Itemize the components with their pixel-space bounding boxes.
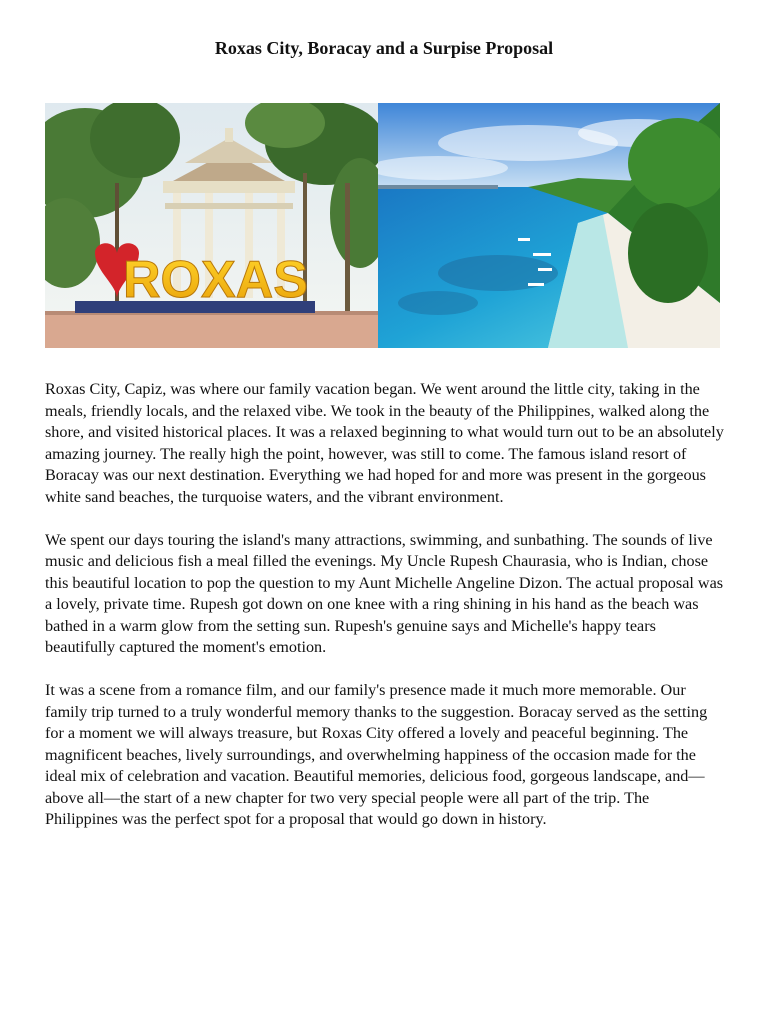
page-title: Roxas City, Boracay and a Surpise Proposal xyxy=(214,38,554,58)
roxas-city-photo xyxy=(45,103,378,348)
boracay-beach-photo xyxy=(378,103,720,348)
article-body xyxy=(45,379,725,852)
paragraph: Roxas City, Capiz, was where our family vacation began. We went around the little city, taking in the meals, friendly locals, and the relaxed vibe. We took in the beauty of the Philippines, walked along the shore, and visited historical places. It was a relaxed beginning to what would turn out to be an absolutely amazing journey. The really high the point, however, was still to come. The famous island resort of Boracay was our next destination. Everything we had hoped for and more was present in the gorgeous white sand beaches, the turquoise waters, and the vibrant environment. xyxy=(45,380,724,506)
paragraph: It was a scene from a romance film, and our family's presence made it much more memorable. Our family trip turned to a truly wonderful memory thanks to the suggestion. Boracay served as the setting for a moment we will always treasure, but Roxas City offered a lovely and peaceful beginning. The magnificent beaches, lively surroundings, and overwhelming happiness of the occasion made for the ideal mix of celebration and vacation. Beautiful memories, delicious food, gorgeous landscape, and—above all—the start of a new chapter for two very special people were all part of the trip. The Philippines was the perfect spot for a proposal that would go down in history. xyxy=(45,681,708,828)
roxas-sign-text: ROXAS xyxy=(123,251,308,309)
header-photos xyxy=(45,103,720,348)
paragraph: We spent our days touring the island's many attractions, swimming, and sunbathing. The sounds of live music and delicious fish a meal filled the evenings. My Uncle Rupesh Chaurasia, who is Indian, chose this beautiful location to pop the question to my Aunt Michelle Angeline Dizon. The actual proposal was a lovely, private time. Rupesh got down on one knee with a ring shining in his hand as the beach was bathed in a warm glow from the setting sun. Rupesh's genuine says and Michelle's happy tears beautifully captured the moment's emotion. xyxy=(45,530,724,656)
